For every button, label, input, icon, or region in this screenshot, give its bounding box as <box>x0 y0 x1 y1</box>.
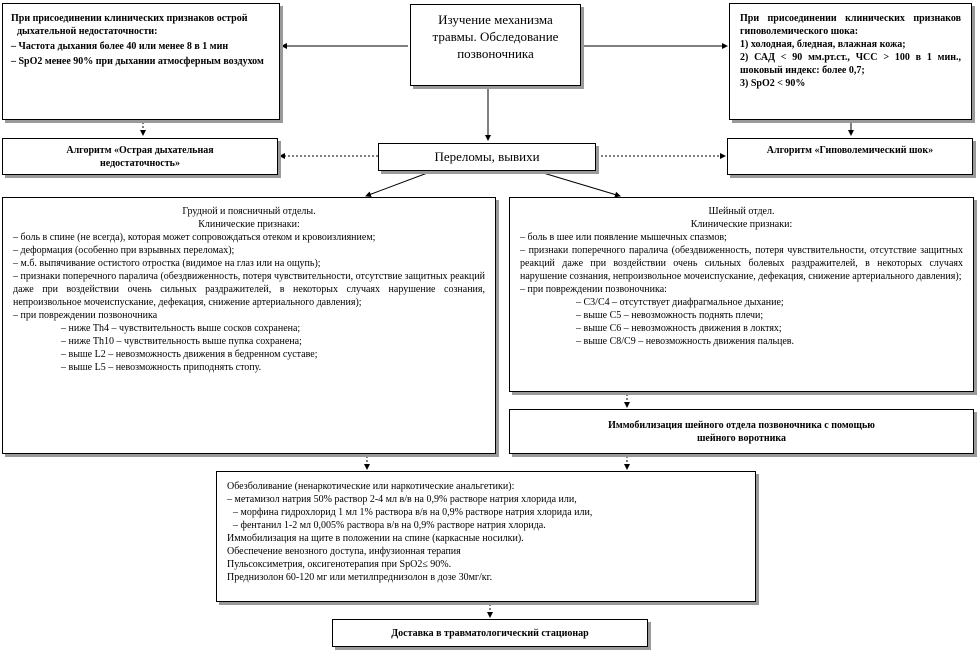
shock-item-pressure: 2) САД < 90 мм.рт.ст., ЧСС > 100 в 1 мин., шоковый индекс: более 0,7; <box>740 52 961 76</box>
cervical-collar-label: Иммобилизация шейного отдела позвоночника с помощью шейного воротника <box>608 420 875 444</box>
treatment-venous-access: Обеспечение венозного доступа, инфузионная терапия <box>227 546 461 557</box>
spo2-item: – SpO2 менее 90% при дыхании атмосферным воздухом <box>11 56 264 67</box>
treatment-pulse-oximetry: Пульсоксиметрия, оксигенотерапия при SpO2≤ 90%. <box>227 559 452 570</box>
respiratory-rate-item: – Частота дыхания более 40 или менее 8 в 1 мин <box>11 41 229 52</box>
treatment-prednisolone: Преднизолон 60-120 мг или метилпреднизолон в дозе 30мг/кг. <box>227 572 493 583</box>
cervical-sign-spine-injury: – при повреждении позвоночника: <box>520 284 667 295</box>
cervical-sign-paralysis: – признаки поперечного паралича (обездвиженность, потеря чувствительности, отсутствие защитных реакций даже при воздействии очень сильных болевых раздражителей, в некоторых случаях нарушение сознания, непроизвольное мочеиспускание, дефекация, снижение артериального давления); <box>520 245 963 282</box>
respiratory-failure-title: При присоединении клинических признаков острой дыхательной недостаточности: <box>11 13 248 37</box>
thoracic-level-th10: – ниже Th10 – чувствительность выше пупка сохранена; <box>61 336 302 347</box>
cervical-level-c5: – выше С5 – невозможность поднять плечи; <box>576 310 764 321</box>
drug-morphine: – морфина гидрохлорид 1 мл 1% раствора в/в на 0,9% растворе натрия хлорида или, <box>233 507 593 518</box>
treatment-immobilization: Иммобилизация на щите в положении на спине (каркасные носилки). <box>227 533 524 544</box>
thoracic-level-l2: – выше L2 – невозможность движения в бедренном суставе; <box>61 349 318 360</box>
cervical-level-c3c4: – С3/С4 – отсутствует диафрагмальное дыхание; <box>576 297 784 308</box>
cervical-level-c8c9: – выше С8/С9 – невозможность движения пальцев. <box>576 336 795 347</box>
hypovolemic-shock-signs-box <box>729 3 972 120</box>
thoracic-level-th4: – ниже Th4 – чувствительность выше сосков сохранена; <box>61 323 301 334</box>
shock-title: При присоединении клинических признаков гиповолемического шока: <box>740 13 961 37</box>
fractures-dislocations-box <box>378 143 596 171</box>
algorithm-respiratory-box <box>2 138 278 175</box>
thoracic-sign-pain: – боль в спине (не всегда), которая может сопровождаться отеком и кровоизлиянием; <box>13 232 376 243</box>
thoracic-subtitle: Клинические признаки: <box>198 219 300 230</box>
respiratory-failure-signs-box <box>2 3 280 120</box>
trauma-mechanism-box <box>410 4 581 86</box>
delivery-label: Доставка в травматологический стационар <box>391 628 589 639</box>
analgesia-title: Обезболивание (ненаркотические или наркотические анальгетики): <box>227 481 515 492</box>
cervical-box <box>509 197 974 392</box>
algorithm-shock-label: Алгоритм «Гиповолемический шок» <box>766 145 934 156</box>
thoracic-sign-deformity: – деформация (особенно при взрывных переломах); <box>13 245 235 256</box>
shock-item-spo2: 3) SpO2 < 90% <box>740 78 806 89</box>
thoracic-title: Грудной и поясничный отделы. <box>182 206 316 217</box>
shock-item-skin: 1) холодная, бледная, влажная кожа; <box>740 39 906 50</box>
trauma-mechanism-label: Изучение механизма травмы. Обследование позвоночника <box>432 12 559 61</box>
thoracic-lumbar-box <box>2 197 496 454</box>
thoracic-sign-paralysis: – признаки поперечного паралича (обездвиженность, потеря чувствительности, отсутствие защитных реакций даже при воздействии очень сильных раздражителей, в некоторых случаях нарушение сознания, непроизвольное мочеиспускание, дефекация, снижение артериального давления); <box>13 271 485 308</box>
algorithm-respiratory-label: Алгоритм «Острая дыхательная недостаточность» <box>66 145 214 169</box>
arrow-fractures-to-thoracic <box>366 172 430 196</box>
drug-metamizole: – метамизол натрия 50% раствор 2-4 мл в/в на 0,9% растворе натрия хлорида или, <box>227 494 577 505</box>
cervical-subtitle: Клинические признаки: <box>690 219 793 230</box>
drug-fentanyl: – фентанил 1-2 мл 0,005% раствора в/в на 0,9% растворе натрия хлорида. <box>233 520 546 531</box>
cervical-collar-box <box>509 409 974 454</box>
thoracic-sign-spine-injury: – при повреждении позвоночника <box>13 310 158 321</box>
delivery-box <box>332 619 648 647</box>
cervical-level-c6: – выше С6 – невозможность движения в локтях; <box>576 323 782 334</box>
algorithm-shock-box <box>727 138 973 175</box>
cervical-title: Шейный отдел. <box>708 206 775 217</box>
treatment-box <box>216 471 756 602</box>
arrow-fractures-to-cervical <box>540 172 620 196</box>
cervical-sign-pain: – боль в шее или появление мышечных спазмов; <box>520 232 727 243</box>
thoracic-sign-spinous: – м.б. выпячивание остистого отростка (видимое на глаз или на ощупь); <box>13 258 321 269</box>
fractures-dislocations-label: Переломы, вывихи <box>434 149 540 164</box>
thoracic-level-l5: – выше L5 – невозможность приподнять стопу. <box>61 362 262 373</box>
